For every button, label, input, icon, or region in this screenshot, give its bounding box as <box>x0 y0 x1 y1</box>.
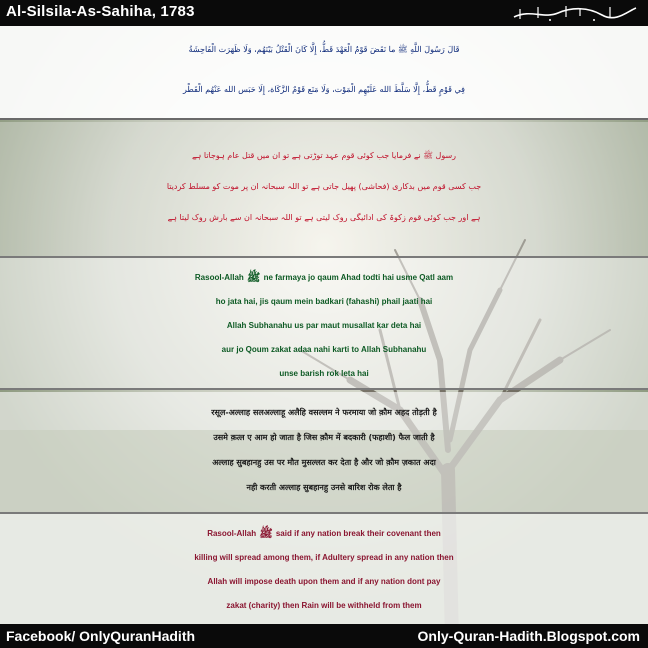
source-title: Al-Silsila-As-Sahiha, 1783 <box>6 3 195 20</box>
english-line: zakat (charity) then Rain will be withheld from them <box>226 601 422 611</box>
facebook-credit: Facebook/ OnlyQuranHadith <box>6 628 196 644</box>
hindi-line: रसूल-अल्लाह सलअल्लाहू अलैहि वसल्लम ने फरमाया जो क़ौम अहद तोड़ती है <box>211 408 437 417</box>
english-line <box>0 522 648 546</box>
arabic-text-panel <box>0 26 648 120</box>
urdu-line: جب کسی قوم میں بدکاری (فحاشی) پھیل جاتی ہے تو اللہ سبحانہ ان پر موت کو مسلط کردیتا <box>166 182 482 191</box>
footer-bar <box>0 624 648 648</box>
roman-line-suffix: ne farmaya jo qaum Ahad todti hai usme Qatl aam <box>263 273 454 283</box>
roman-line: unse barish rok leta hai <box>279 369 369 379</box>
roman-line-prefix: Rasool-Allah <box>194 273 244 283</box>
roman-line: ho jata hai, jis qaum mein badkari (fahashi) phail jaati hai <box>215 297 433 307</box>
urdu-line: ہے اور جب کوئی قوم زکوۃ کی ادائیگی روک لیتی ہے تو اللہ سبحانہ ان سے بارش روک لیتا ہے <box>167 213 481 222</box>
blog-url: Only-Quran-Hadith.Blogspot.com <box>417 628 640 644</box>
hindi-line: नही करती अल्लाह सुबहानहु उनसे बारिश रोक लेता है <box>246 483 402 492</box>
honorific-icon: ﷺ <box>259 528 273 540</box>
hindi-line: अल्लाह सुबहानहु उस पर मौत मुसल्लत कर देता है और जो क़ौम ज़कात अदा <box>212 458 436 467</box>
english-line: killing will spread among them, if Adultery spread in any nation then <box>194 553 454 563</box>
roman-line <box>0 266 648 290</box>
roman-line: Allah Subhanahu us par maut musallat kar deta hai <box>226 321 422 331</box>
english-text-panel <box>0 512 648 624</box>
arabic-line: فِي قَوْمٍ قَطُّ، إِلَّا سَلَّطَ الله عَلَيْهِم الْمَوْت، وَلَا مَنَع قَوْمٌ الزَّكَاة، إِلَا حَبَس الله عَنْهُم الْقَطْر <box>182 85 465 94</box>
english-line-suffix: said if any nation break their covenant then <box>275 529 441 539</box>
hindi-line: उसमे क़त्ल ए आम हो जाता है जिस क़ौम में बदकारी (फहाशी) फैल जाती है <box>213 433 435 442</box>
urdu-line: رسول ﷺ نے فرمایا جب کوئی قوم عہد توڑتی ہے تو ان میں قتل عام ہوجاتا ہے <box>191 151 457 160</box>
roman-line: aur jo Qoum zakat adaa nahi karti to Allah Subhanahu <box>221 345 427 355</box>
bismillah-calligraphy-icon <box>510 3 640 23</box>
roman-urdu-text-panel <box>0 256 648 390</box>
hindi-text-panel <box>0 392 648 512</box>
english-line: Allah will impose death upon them and if any nation dont pay <box>207 577 441 587</box>
urdu-text-panel <box>0 122 648 256</box>
honorific-icon: ﷺ <box>247 272 261 284</box>
english-line-prefix: Rasool-Allah <box>207 529 257 539</box>
arabic-line: قَالَ رَسُولَ اللَّهِ ﷺ ما نَقَضَ قَوْمٌ الْعَهْدَ قَطُّ، إِلَّا كَانَ الْقَتْلُ بَيْنَهُم، وَلَا ظَهَرَت الْفَاحِشَةُ <box>188 45 460 54</box>
header-bar <box>0 0 648 26</box>
